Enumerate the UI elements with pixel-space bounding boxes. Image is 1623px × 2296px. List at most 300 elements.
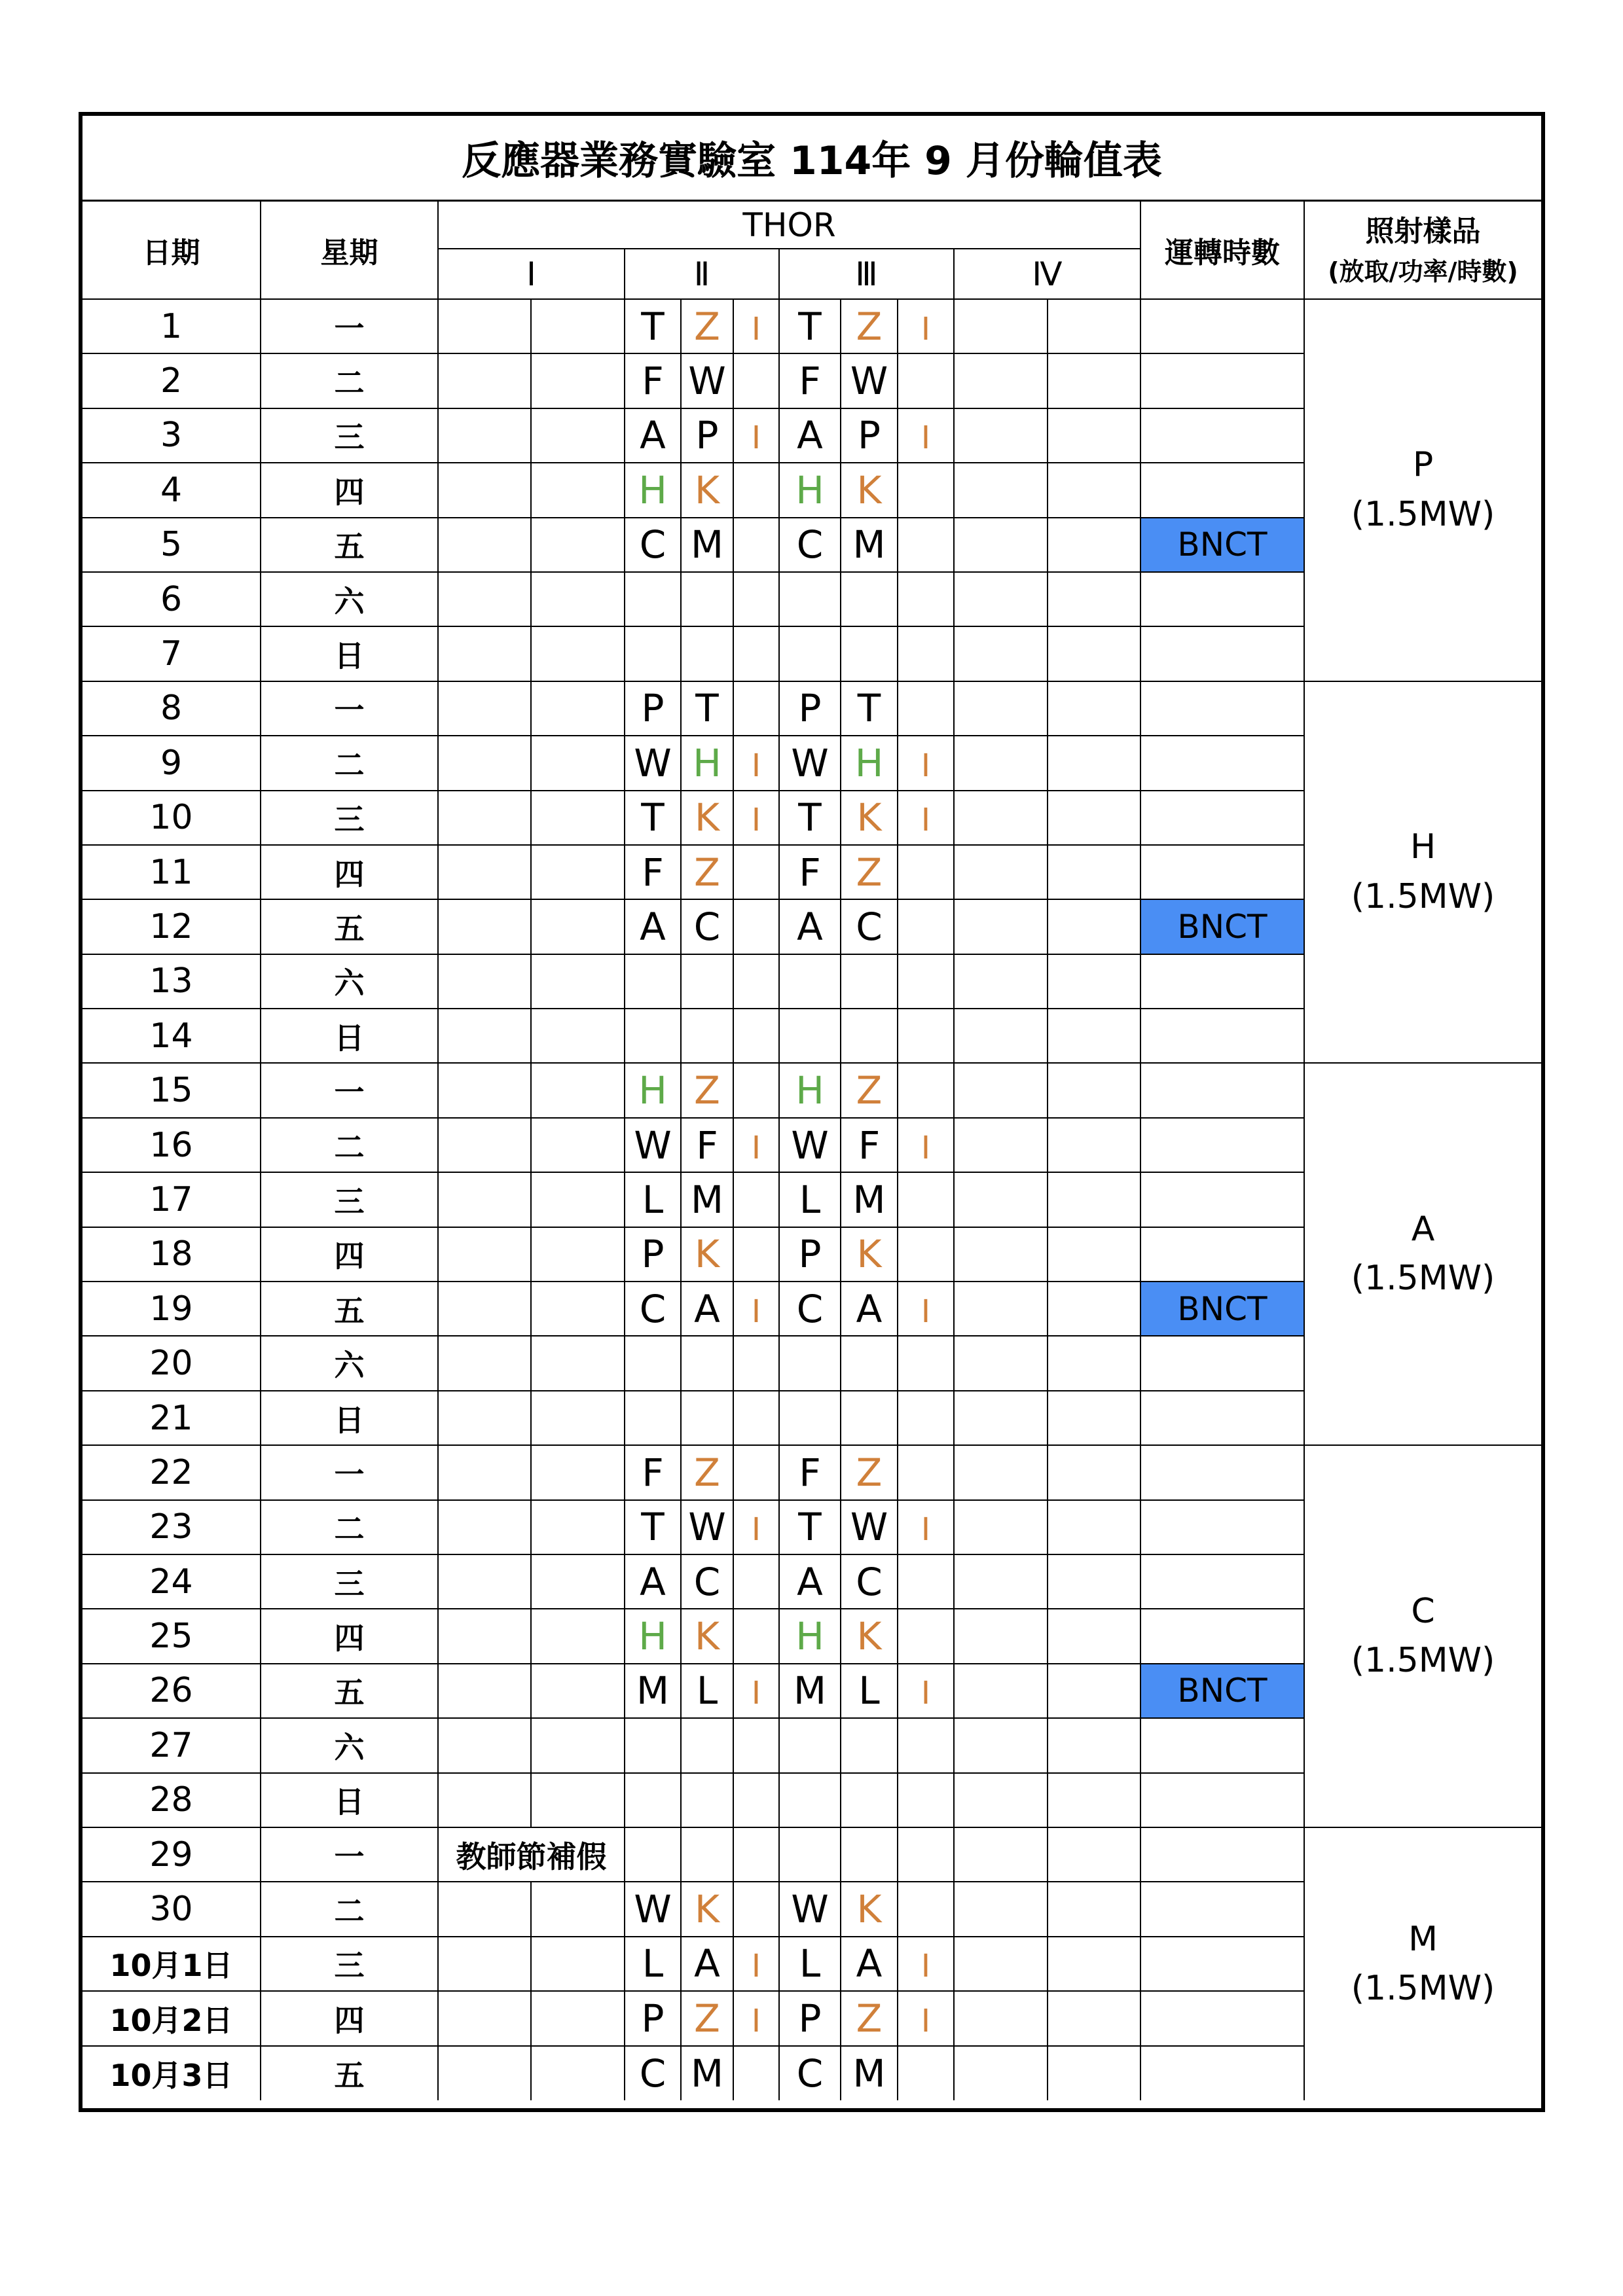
unit-2-shift-c	[733, 1336, 779, 1390]
unit-4-cell-b	[1048, 1664, 1140, 1718]
unit-4-cell-a	[954, 408, 1048, 463]
operation-hours-cell	[1140, 681, 1304, 736]
staff-code: K	[694, 467, 720, 512]
unit-2-shift-b	[681, 626, 733, 681]
unit-1-cell-b	[531, 626, 625, 681]
unit-2-shift-c	[733, 845, 779, 899]
staff-code: I	[921, 420, 931, 457]
staff-code: H	[693, 740, 721, 785]
unit-1-cell-a	[438, 1500, 531, 1554]
unit-2-shift-b	[681, 1009, 733, 1063]
unit-4-cell-b	[1048, 1937, 1140, 1991]
unit-4-cell-a	[954, 1172, 1048, 1227]
operation-hours-cell	[1140, 791, 1304, 845]
staff-code: I	[921, 1511, 931, 1549]
staff-code: L	[642, 1941, 664, 1986]
staff-code: K	[856, 795, 882, 840]
unit-1-cell-b	[531, 1391, 625, 1445]
bnct-badge: BNCT	[1140, 518, 1304, 572]
weekday-cell: 六	[261, 572, 438, 626]
unit-1-cell-b	[531, 1172, 625, 1227]
sample-name: C	[1411, 1591, 1435, 1631]
staff-code: K	[694, 1232, 720, 1277]
header-col-1: Ⅰ	[438, 249, 625, 299]
staff-code: T	[798, 795, 822, 840]
header-sample-title: 照射樣品	[1365, 214, 1481, 248]
operation-hours-cell	[1140, 1882, 1304, 1936]
unit-3-shift-a	[779, 681, 841, 736]
staff-code: I	[751, 1511, 761, 1549]
weekday-cell: 一	[261, 1063, 438, 1117]
unit-1-cell-b	[531, 408, 625, 463]
operation-hours-cell	[1140, 1172, 1304, 1227]
staff-code: I	[921, 1293, 931, 1330]
unit-3-shift-b	[841, 518, 898, 572]
staff-code: I	[921, 310, 931, 348]
unit-2-shift-b	[681, 408, 733, 463]
unit-3-shift-a	[779, 954, 841, 1009]
unit-2-shift-c	[733, 791, 779, 845]
staff-code: H	[638, 467, 667, 512]
unit-4-cell-a	[954, 1882, 1048, 1936]
unit-4-cell-b	[1048, 845, 1140, 899]
date-cell: 12	[82, 899, 261, 954]
unit-3-shift-a	[779, 463, 841, 517]
unit-2-shift-b	[681, 791, 733, 845]
header-col-3: Ⅲ	[779, 249, 954, 299]
staff-code: I	[921, 747, 931, 784]
unit-3-shift-c	[898, 1664, 954, 1718]
date-cell: 9	[82, 736, 261, 790]
unit-2-shift-b	[681, 572, 733, 626]
unit-2-shift-a	[625, 845, 681, 899]
table-row	[82, 1827, 1541, 1882]
weekday-cell: 六	[261, 1718, 438, 1772]
staff-code: W	[688, 359, 726, 404]
unit-1-cell-b	[531, 1118, 625, 1172]
unit-4-cell-a	[954, 572, 1048, 626]
unit-1-cell-a	[438, 736, 531, 790]
staff-code: A	[856, 1286, 883, 1331]
unit-1-cell-b	[531, 1991, 625, 2045]
unit-3-shift-b	[841, 1391, 898, 1445]
unit-1-cell-a	[438, 681, 531, 736]
unit-1-cell-b	[531, 572, 625, 626]
unit-4-cell-b	[1048, 518, 1140, 572]
unit-3-shift-c	[898, 1118, 954, 1172]
staff-code: I	[921, 1675, 931, 1712]
unit-1-cell-b	[531, 2046, 625, 2100]
unit-3-shift-b	[841, 572, 898, 626]
staff-code: I	[751, 2002, 761, 2039]
weekday-cell: 三	[261, 1937, 438, 1991]
unit-3-shift-c	[898, 681, 954, 736]
weekday-cell: 五	[261, 1664, 438, 1718]
unit-3-shift-b	[841, 1718, 898, 1772]
unit-3-shift-c	[898, 954, 954, 1009]
unit-3-shift-a	[779, 353, 841, 408]
unit-2-shift-b	[681, 353, 733, 408]
operation-hours-cell	[1140, 1718, 1304, 1772]
unit-2-shift-c	[733, 518, 779, 572]
unit-3-shift-c	[898, 1882, 954, 1936]
unit-1-cell-b	[531, 1554, 625, 1609]
unit-1-cell-a	[438, 1172, 531, 1227]
unit-1-cell-a	[438, 353, 531, 408]
unit-4-cell-a	[954, 1554, 1048, 1609]
unit-4-cell-a	[954, 899, 1048, 954]
unit-1-cell-a	[438, 1282, 531, 1336]
unit-1-cell-a	[438, 1991, 531, 2045]
unit-3-shift-b	[841, 463, 898, 517]
header-weekday: 星期	[261, 202, 438, 299]
unit-1-cell-a	[438, 572, 531, 626]
unit-2-shift-c	[733, 1500, 779, 1554]
staff-code: P	[641, 686, 665, 731]
unit-2-shift-a	[625, 1391, 681, 1445]
unit-2-shift-c	[733, 1827, 779, 1882]
staff-code: Z	[856, 1996, 883, 2041]
unit-2-shift-b	[681, 1827, 733, 1882]
staff-code: P	[641, 1996, 665, 2041]
weekday-cell: 五	[261, 2046, 438, 2100]
unit-3-shift-c	[898, 1773, 954, 1827]
header-date: 日期	[82, 202, 261, 299]
unit-1-cell-a	[438, 1118, 531, 1172]
duty-roster-table	[82, 202, 1541, 2100]
staff-code: C	[856, 1559, 883, 1604]
weekday-cell: 日	[261, 626, 438, 681]
unit-3-shift-b	[841, 1336, 898, 1390]
staff-code: T	[798, 304, 822, 349]
unit-2-shift-c	[733, 1063, 779, 1117]
staff-code: P	[798, 1232, 822, 1277]
weekday-cell: 六	[261, 1336, 438, 1390]
unit-2-shift-c	[733, 1391, 779, 1445]
unit-1-cell-b	[531, 681, 625, 736]
unit-2-shift-b	[681, 1609, 733, 1663]
staff-code: Z	[694, 1068, 720, 1113]
unit-2-shift-c	[733, 1991, 779, 2045]
staff-code: A	[694, 1286, 720, 1331]
unit-2-shift-b	[681, 1227, 733, 1282]
date-cell: 5	[82, 518, 261, 572]
unit-3-shift-c	[898, 353, 954, 408]
unit-2-shift-b	[681, 1391, 733, 1445]
date-cell: 3	[82, 408, 261, 463]
staff-code: C	[796, 522, 824, 567]
unit-2-shift-c	[733, 1718, 779, 1772]
unit-3-shift-a	[779, 1391, 841, 1445]
date-cell: 18	[82, 1227, 261, 1282]
unit-2-shift-c	[733, 408, 779, 463]
operation-hours-cell	[1140, 572, 1304, 626]
weekday-cell: 五	[261, 518, 438, 572]
unit-2-shift-a	[625, 1445, 681, 1499]
operation-hours-cell	[1140, 736, 1304, 790]
unit-1-cell-b	[531, 736, 625, 790]
unit-3-shift-b	[841, 1609, 898, 1663]
header-sample	[1304, 202, 1541, 299]
operation-hours-cell	[1140, 626, 1304, 681]
unit-3-shift-a	[779, 736, 841, 790]
unit-1-cell-a	[438, 1391, 531, 1445]
unit-3-shift-b	[841, 1063, 898, 1117]
unit-1-cell-a	[438, 954, 531, 1009]
unit-2-shift-b	[681, 1445, 733, 1499]
unit-3-shift-a	[779, 1118, 841, 1172]
staff-code: Z	[856, 1450, 883, 1495]
unit-1-cell-b	[531, 463, 625, 517]
unit-1-cell-a	[438, 1609, 531, 1663]
staff-code: T	[798, 1505, 822, 1550]
unit-3-shift-b	[841, 1773, 898, 1827]
weekday-cell: 二	[261, 1118, 438, 1172]
unit-3-shift-b	[841, 408, 898, 463]
date-cell: 11	[82, 845, 261, 899]
date-cell: 6	[82, 572, 261, 626]
sample-cell	[1304, 1063, 1541, 1445]
sample-power: (1.5MW)	[1351, 876, 1495, 916]
unit-1-cell-b	[531, 1445, 625, 1499]
unit-4-cell-b	[1048, 1554, 1140, 1609]
unit-1-cell-a	[438, 1773, 531, 1827]
date-cell: 1	[82, 299, 261, 353]
unit-1-cell-b	[531, 1227, 625, 1282]
operation-hours-cell	[1140, 1609, 1304, 1663]
unit-4-cell-a	[954, 1009, 1048, 1063]
unit-2-shift-c	[733, 954, 779, 1009]
date-cell: 20	[82, 1336, 261, 1390]
unit-2-shift-c	[733, 1937, 779, 1991]
operation-hours-cell	[1140, 954, 1304, 1009]
unit-4-cell-a	[954, 1445, 1048, 1499]
weekday-cell: 四	[261, 463, 438, 517]
staff-code: W	[791, 1887, 829, 1932]
staff-code: H	[795, 1614, 824, 1659]
unit-2-shift-c	[733, 572, 779, 626]
unit-1-cell-b	[531, 899, 625, 954]
unit-4-cell-a	[954, 1827, 1048, 1882]
unit-4-cell-a	[954, 626, 1048, 681]
unit-3-shift-c	[898, 518, 954, 572]
unit-4-cell-a	[954, 1118, 1048, 1172]
date-cell: 30	[82, 1882, 261, 1936]
unit-3-shift-a	[779, 791, 841, 845]
unit-4-cell-b	[1048, 463, 1140, 517]
unit-3-shift-b	[841, 899, 898, 954]
sample-power: (1.5MW)	[1351, 1259, 1495, 1299]
unit-2-shift-a	[625, 353, 681, 408]
unit-2-shift-b	[681, 1991, 733, 2045]
staff-code: K	[856, 1232, 882, 1277]
header-operation-hours: 運轉時數	[1140, 202, 1304, 299]
staff-code: Z	[694, 1450, 720, 1495]
unit-2-shift-c	[733, 736, 779, 790]
weekday-cell: 一	[261, 681, 438, 736]
staff-code: Z	[694, 850, 720, 895]
sample-name: P	[1412, 445, 1434, 485]
staff-code: A	[694, 1941, 720, 1986]
staff-code: F	[696, 1122, 718, 1168]
header-thor: THOR	[438, 202, 1140, 249]
unit-3-shift-c	[898, 1445, 954, 1499]
unit-3-shift-a	[779, 1664, 841, 1718]
unit-2-shift-b	[681, 1172, 733, 1227]
unit-4-cell-b	[1048, 572, 1140, 626]
date-cell: 13	[82, 954, 261, 1009]
staff-code: F	[799, 1450, 821, 1495]
unit-1-cell-a	[438, 1009, 531, 1063]
unit-2-shift-a	[625, 1282, 681, 1336]
header-col-2: Ⅱ	[625, 249, 779, 299]
unit-3-shift-a	[779, 572, 841, 626]
operation-hours-cell	[1140, 845, 1304, 899]
operation-hours-cell	[1140, 1391, 1304, 1445]
staff-code: A	[640, 1559, 666, 1604]
staff-code: I	[921, 802, 931, 839]
date-cell: 10月2日	[82, 1991, 261, 2045]
unit-4-cell-b	[1048, 408, 1140, 463]
unit-3-shift-b	[841, 1118, 898, 1172]
staff-code: Z	[856, 850, 883, 895]
staff-code: K	[694, 1614, 720, 1659]
staff-code: I	[921, 1948, 931, 1985]
staff-code: W	[850, 1505, 888, 1550]
unit-1-cell-a	[438, 1227, 531, 1282]
weekday-cell: 一	[261, 1445, 438, 1499]
unit-3-shift-c	[898, 791, 954, 845]
unit-2-shift-c	[733, 1609, 779, 1663]
weekday-cell: 二	[261, 1500, 438, 1554]
unit-4-cell-a	[954, 2046, 1048, 2100]
unit-2-shift-a	[625, 1500, 681, 1554]
staff-code: Z	[856, 304, 883, 349]
unit-3-shift-a	[779, 1937, 841, 1991]
unit-3-shift-c	[898, 572, 954, 626]
unit-3-shift-b	[841, 954, 898, 1009]
unit-1-cell-a	[438, 1937, 531, 1991]
date-cell: 7	[82, 626, 261, 681]
unit-4-cell-a	[954, 1991, 1048, 2045]
weekday-cell: 日	[261, 1773, 438, 1827]
operation-hours-cell	[1140, 1336, 1304, 1390]
unit-2-shift-b	[681, 2046, 733, 2100]
unit-4-cell-a	[954, 1664, 1048, 1718]
unit-3-shift-c	[898, 1336, 954, 1390]
operation-hours-cell	[1140, 1009, 1304, 1063]
unit-3-shift-a	[779, 1336, 841, 1390]
staff-code: I	[751, 747, 761, 784]
unit-2-shift-b	[681, 1773, 733, 1827]
unit-2-shift-a	[625, 681, 681, 736]
unit-3-shift-a	[779, 408, 841, 463]
weekday-cell: 三	[261, 1554, 438, 1609]
unit-2-shift-a	[625, 954, 681, 1009]
unit-1-cell-a	[438, 845, 531, 899]
unit-2-shift-a	[625, 463, 681, 517]
unit-4-cell-b	[1048, 1336, 1140, 1390]
staff-code: A	[640, 904, 666, 949]
unit-3-shift-b	[841, 2046, 898, 2100]
unit-3-shift-c	[898, 1172, 954, 1227]
unit-2-shift-c	[733, 1118, 779, 1172]
unit-1-cell-b	[531, 1773, 625, 1827]
unit-3-shift-c	[898, 1718, 954, 1772]
weekday-cell: 四	[261, 845, 438, 899]
staff-code: T	[857, 686, 881, 731]
unit-2-shift-b	[681, 899, 733, 954]
operation-hours-cell	[1140, 1554, 1304, 1609]
unit-3-shift-c	[898, 1009, 954, 1063]
unit-1-cell-a	[438, 2046, 531, 2100]
unit-3-shift-b	[841, 1991, 898, 2045]
operation-hours-cell	[1140, 1445, 1304, 1499]
unit-3-shift-c	[898, 299, 954, 353]
unit-2-shift-a	[625, 1773, 681, 1827]
unit-2-shift-a	[625, 1937, 681, 1991]
unit-2-shift-a	[625, 1991, 681, 2045]
weekday-cell: 二	[261, 353, 438, 408]
date-cell: 16	[82, 1118, 261, 1172]
page-title: 反應器業務實驗室 114年 9 月份輪值表	[82, 116, 1541, 202]
staff-code: H	[795, 1068, 824, 1113]
staff-code: M	[690, 522, 724, 567]
unit-1-cell-a	[438, 1445, 531, 1499]
date-cell: 28	[82, 1773, 261, 1827]
unit-2-shift-c	[733, 1882, 779, 1936]
sample-cell	[1304, 299, 1541, 681]
staff-code: C	[639, 522, 666, 567]
unit-4-cell-a	[954, 1609, 1048, 1663]
unit-1-cell-b	[531, 1336, 625, 1390]
unit-4-cell-b	[1048, 736, 1140, 790]
unit-1-cell-b	[531, 299, 625, 353]
unit-2-shift-a	[625, 1609, 681, 1663]
unit-3-shift-b	[841, 791, 898, 845]
unit-2-shift-c	[733, 1227, 779, 1282]
unit-3-shift-b	[841, 1172, 898, 1227]
unit-3-shift-a	[779, 845, 841, 899]
unit-3-shift-b	[841, 845, 898, 899]
staff-code: K	[694, 795, 720, 840]
unit-1-cell-b	[531, 1063, 625, 1117]
unit-2-shift-a	[625, 791, 681, 845]
operation-hours-cell	[1140, 1827, 1304, 1882]
staff-code: C	[796, 1286, 824, 1331]
staff-code: L	[696, 1668, 718, 1713]
staff-code: H	[638, 1068, 667, 1113]
unit-4-cell-a	[954, 1227, 1048, 1282]
unit-3-shift-a	[779, 1172, 841, 1227]
weekday-cell: 四	[261, 1227, 438, 1282]
staff-code: A	[797, 904, 823, 949]
unit-3-shift-c	[898, 1991, 954, 2045]
unit-3-shift-c	[898, 1500, 954, 1554]
unit-4-cell-a	[954, 1718, 1048, 1772]
unit-4-cell-a	[954, 736, 1048, 790]
sample-cell	[1304, 1827, 1541, 2100]
weekday-cell: 四	[261, 1609, 438, 1663]
staff-code: A	[856, 1941, 883, 1986]
staff-code: L	[858, 1668, 880, 1713]
staff-code: I	[751, 1675, 761, 1712]
unit-4-cell-a	[954, 1937, 1048, 1991]
staff-code: I	[751, 802, 761, 839]
weekday-cell: 一	[261, 1827, 438, 1882]
unit-2-shift-b	[681, 1063, 733, 1117]
staff-code: A	[640, 413, 666, 458]
